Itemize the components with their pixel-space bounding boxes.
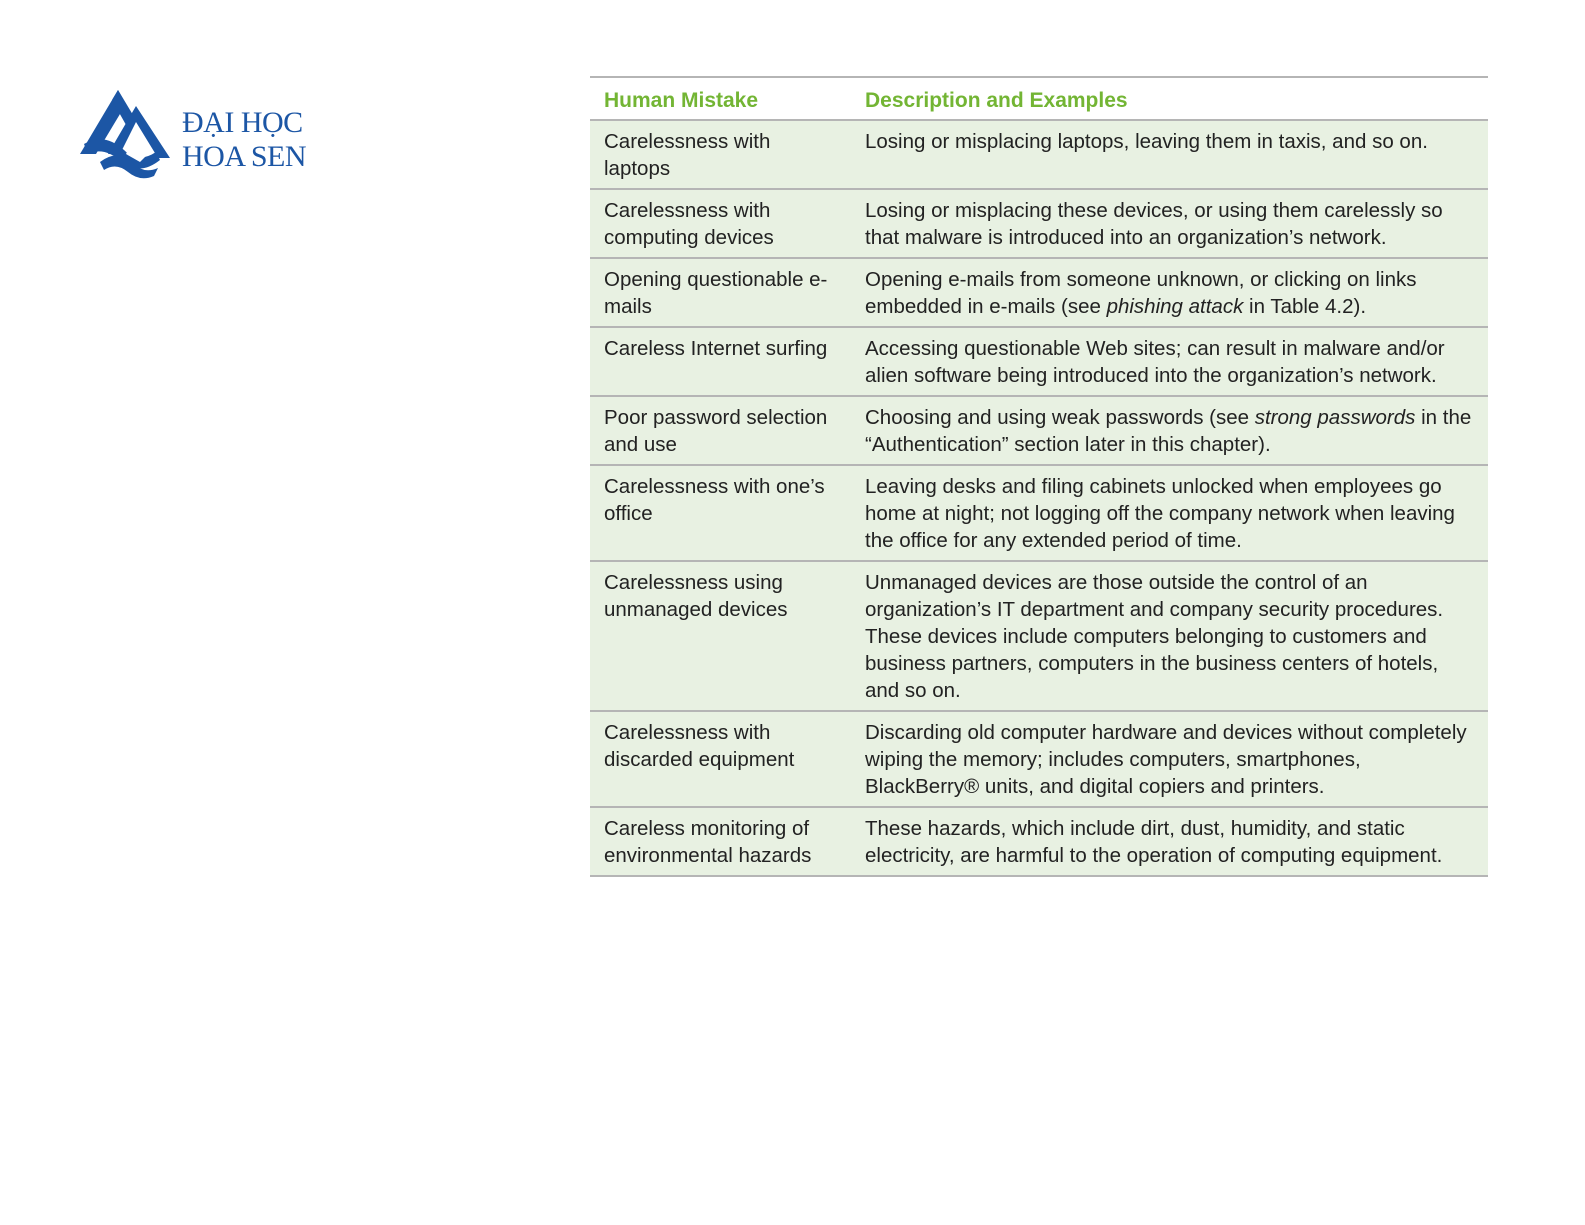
description-cell	[851, 258, 1488, 327]
table-header-row	[590, 77, 1488, 120]
logo-line-1: ĐẠI HỌC	[182, 106, 303, 139]
table-row	[590, 465, 1488, 561]
description-text: Losing or misplacing these devices, or using them carelessly so that malware is introduced into an organization’s network.	[865, 199, 1443, 249]
table-body	[590, 120, 1488, 876]
mistake-cell: Careless Internet surfing	[590, 327, 851, 396]
description-cell	[851, 711, 1488, 807]
description-text: Losing or misplacing laptops, leaving them in taxis, and so on.	[865, 130, 1428, 153]
description-text: in Table 4.2).	[1243, 295, 1367, 318]
description-cell	[851, 465, 1488, 561]
table-row	[590, 120, 1488, 189]
human-mistakes-table	[590, 76, 1488, 877]
description-text: Unmanaged devices are those outside the control of an organization’s IT department and company security procedures. These devices include computers belonging to customers and business partners, computers in the business centers of hotels, and so on.	[865, 571, 1444, 702]
mistake-cell: Carelessness with laptops	[590, 120, 851, 189]
mistake-cell: Carelessness with computing devices	[590, 189, 851, 258]
mistake-cell: Carelessness with one’s office	[590, 465, 851, 561]
description-cell	[851, 807, 1488, 876]
mistake-cell: Opening questionable e-mails	[590, 258, 851, 327]
mountain-logo-icon	[78, 82, 178, 182]
description-cell	[851, 189, 1488, 258]
table-row	[590, 561, 1488, 711]
mistake-cell: Carelessness with discarded equipment	[590, 711, 851, 807]
description-cell	[851, 561, 1488, 711]
description-text: These hazards, which include dirt, dust, humidity, and static electricity, are harmful to the operation of computing equipment.	[865, 817, 1443, 867]
description-text: Accessing questionable Web sites; can result in malware and/or alien software being introduced into the organization’s network.	[865, 337, 1445, 387]
description-text: in the “Authentication” section later in this chapter).	[865, 406, 1472, 456]
description-cell	[851, 396, 1488, 465]
description-text: Leaving desks and filing cabinets unlocked when employees go home at night; not logging off the company network when leaving the office for any extended period of time.	[865, 475, 1455, 552]
table-row	[590, 189, 1488, 258]
description-emphasis: strong passwords	[1254, 406, 1416, 429]
logo-line-2: HOA SEN	[182, 140, 307, 173]
description-cell	[851, 120, 1488, 189]
mistake-cell: Careless monitoring of environmental hazards	[604, 817, 812, 867]
table-row	[590, 396, 1488, 465]
description-text: Choosing and using weak passwords (see	[865, 406, 1255, 429]
mistake-cell: Carelessness using unmanaged devices	[590, 561, 851, 711]
table-row	[590, 258, 1488, 327]
description-text: Opening e-mails from someone unknown, or clicking on links embedded in e-mails (see	[865, 268, 1417, 318]
header-description: Description and Examples	[851, 77, 1488, 120]
table-row	[590, 711, 1488, 807]
table-row	[590, 327, 1488, 396]
description-text: Discarding old computer hardware and devices without completely wiping the memory; includes computers, smartphones, BlackBerry® units, and digital copiers and printers.	[865, 721, 1467, 798]
table-row	[590, 807, 1488, 876]
university-logo	[78, 82, 338, 182]
logo-text	[182, 106, 306, 174]
description-cell	[851, 327, 1488, 396]
header-human-mistake: Human Mistake	[590, 77, 851, 120]
description-emphasis: phishing attack	[1106, 295, 1244, 318]
mistake-cell: Poor password selection and use	[590, 396, 851, 465]
